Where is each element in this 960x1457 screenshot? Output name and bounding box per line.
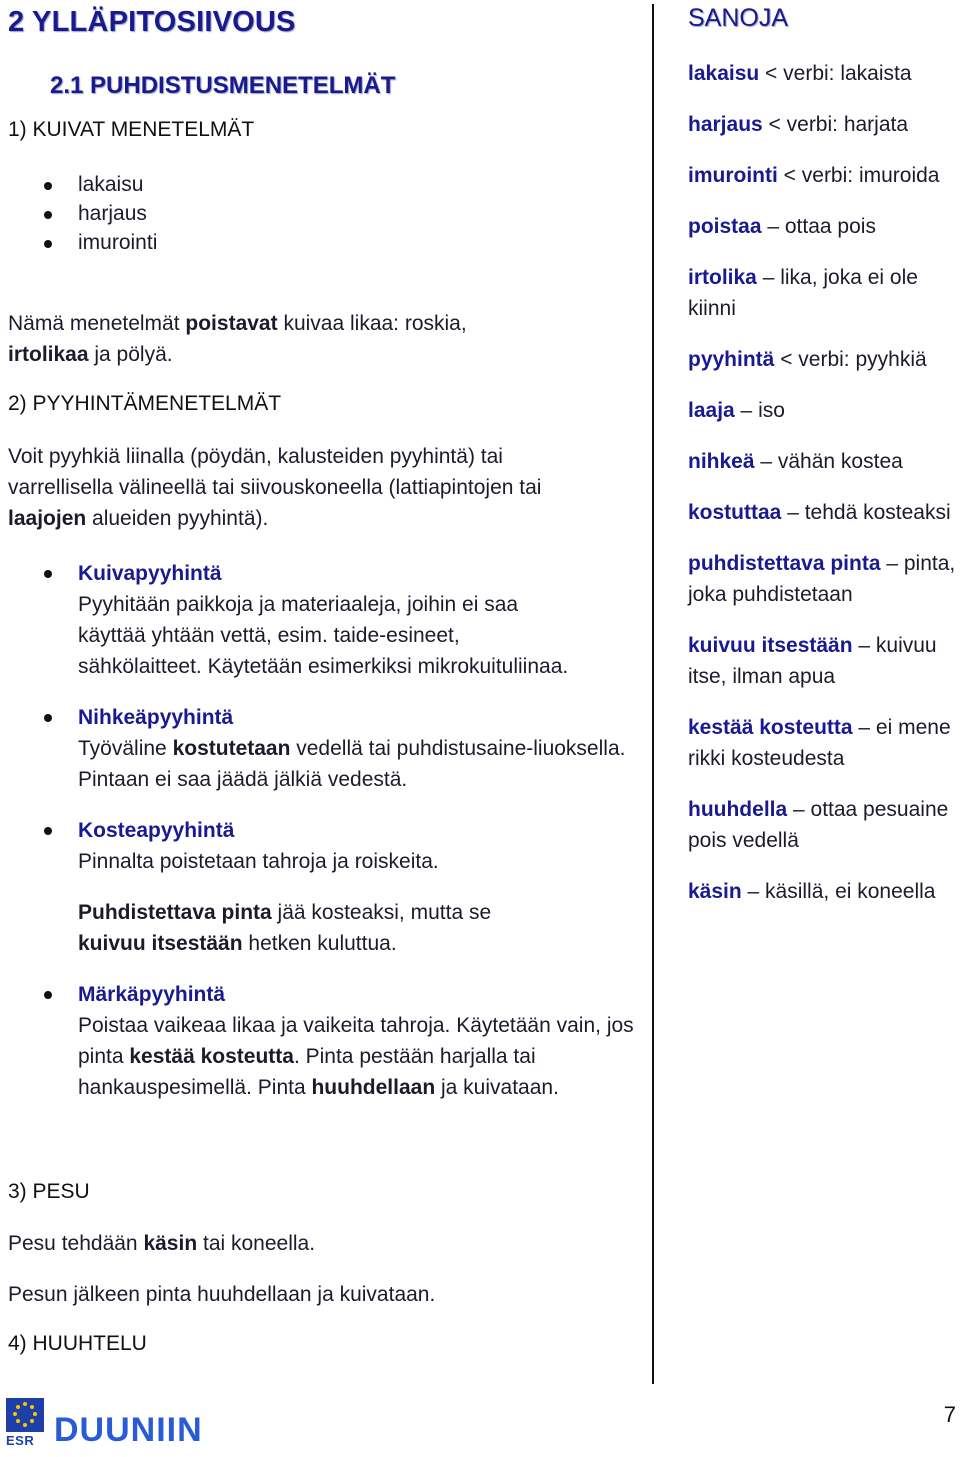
method-text: Pinnalta poistetaan tahroja ja roiskeita. — [78, 850, 439, 873]
list-item — [0, 815, 618, 959]
list-item — [0, 199, 157, 228]
star-icon — [30, 1419, 34, 1423]
text-part: tai koneella. — [197, 1232, 316, 1255]
glossary-entry — [688, 109, 958, 140]
glossary-term: imurointi — [688, 164, 778, 187]
intro-line: varrellisella välineellä tai siivouskoneella (lattiapintojen tai — [8, 476, 542, 499]
glossary-definition: – kuivuu itse, ilman apua — [688, 634, 937, 688]
glossary-title: SANOJA — [688, 4, 789, 32]
glossary-term: poistaa — [688, 215, 762, 238]
glossary-definition: – ei mene rikki kosteudesta — [688, 716, 951, 770]
glossary-definition: – pinta, joka puhdistetaan — [688, 552, 956, 606]
glossary-term: kostuttaa — [688, 501, 782, 524]
method-text-bold: Puhdistettava pinta — [78, 901, 272, 924]
note-bold: poistavat — [185, 312, 278, 335]
glossary-entry — [688, 876, 958, 907]
list-item — [0, 558, 578, 682]
bullet-icon — [44, 240, 52, 248]
method-text: Pyyhitään paikkoja ja materiaaleja, joihin ei saa käyttää yhtään vettä, esim. taide-esineet, sähkölaitteet. Käytetään esimerkiksi mikrokuituliinaa. — [78, 593, 569, 678]
section1-title: 1) KUIVAT MENETELMÄT — [8, 118, 255, 141]
glossary-definition: < verbi: harjata — [762, 113, 909, 136]
glossary-definition: – vähän kostea — [754, 450, 903, 473]
bullet-icon — [44, 827, 52, 835]
method-text-bold: kostutetaan — [172, 737, 291, 760]
glossary-term: puhdistettava pinta — [688, 552, 881, 575]
list-item-label: imurointi — [78, 231, 158, 254]
method-text-part: . Pinta pestään harjalla tai hankauspesimellä. Pinta — [78, 1045, 536, 1099]
glossary-entry — [688, 160, 958, 191]
note-text: ja pölyä. — [88, 343, 173, 366]
intro-line: Voit pyyhkiä liinalla (pöydän, kalusteiden pyyhintä) tai — [8, 445, 503, 468]
dry-methods-list — [0, 170, 157, 257]
glossary-term: huuhdella — [688, 798, 788, 821]
glossary-entry — [688, 446, 958, 477]
method-text — [78, 1010, 638, 1103]
list-item — [0, 979, 638, 1103]
star-icon — [33, 1412, 37, 1416]
method-text-part: jää kosteaksi, mutta se — [271, 901, 492, 924]
note-text: Nämä menetelmät — [8, 312, 186, 335]
method-text-part: vedellä tai puhdistusaine-liuoksella. Pintaan ei saa jäädä jälkiä vedestä. — [78, 737, 626, 791]
glossary-entry — [688, 548, 958, 610]
page-title: 2 YLLÄPITOSIIVOUS — [8, 6, 296, 38]
note-text: kuivaa likaa: roskia, — [277, 312, 467, 335]
page-number: 7 — [943, 1402, 956, 1427]
glossary-term: harjaus — [688, 113, 763, 136]
section4-title: 4) HUUHTELU — [8, 1332, 147, 1355]
glossary-entry — [688, 794, 958, 856]
glossary-term: käsin — [688, 880, 742, 903]
method-text-bold: kuivuu itsestään — [78, 932, 243, 955]
section1-note — [8, 308, 467, 370]
glossary-entry — [688, 497, 958, 528]
bullet-icon — [44, 211, 52, 219]
bullet-icon — [44, 714, 52, 722]
glossary-term: nihkeä — [688, 450, 755, 473]
section3-title: 3) PESU — [8, 1180, 90, 1203]
note-bold: irtolikaa — [8, 343, 89, 366]
star-icon — [13, 1412, 17, 1416]
glossary-term: lakaisu — [688, 62, 760, 85]
glossary-entry — [688, 395, 958, 426]
list-item-label: lakaisu — [78, 173, 144, 196]
glossary-entry — [688, 344, 958, 375]
section3-line1 — [8, 1228, 315, 1259]
subtitle: 2.1 PUHDISTUSMENETELMÄT — [50, 72, 396, 99]
glossary-term: pyyhintä — [688, 348, 775, 371]
esr-label: ESR — [6, 1433, 35, 1448]
star-icon — [16, 1405, 20, 1409]
footer-logos — [6, 1398, 203, 1450]
method-title: Kosteapyyhintä — [78, 819, 235, 842]
method-text-part: Poistaa vaikeaa likaa ja vaikeita tahroja. Käytetään vain, jos pinta — [78, 1014, 634, 1068]
bullet-icon — [44, 570, 52, 578]
star-icon — [23, 1402, 27, 1406]
glossary-definition: – käsillä, ei koneella — [741, 880, 936, 903]
glossary-definition: – iso — [734, 399, 785, 422]
glossary-term: laaja — [688, 399, 735, 422]
star-icon — [23, 1423, 27, 1427]
star-icon — [16, 1419, 20, 1423]
method-text-part: ja kuivataan. — [435, 1076, 559, 1099]
intro-bold: laajojen — [8, 507, 87, 530]
glossary-term: kuivuu itsestään — [688, 634, 853, 657]
list-item — [0, 228, 157, 257]
glossary-entry — [688, 262, 958, 324]
glossary-term: kestää kosteutta — [688, 716, 853, 739]
section2-intro — [8, 441, 541, 534]
text-bold: käsin — [143, 1232, 198, 1255]
glossary-entry — [688, 630, 958, 692]
glossary-entry — [688, 211, 958, 242]
glossary-list — [688, 58, 958, 927]
column-divider — [652, 4, 654, 1384]
glossary-entry — [688, 712, 958, 774]
glossary-definition: – ottaa pois — [761, 215, 876, 238]
list-item — [0, 702, 638, 795]
bullet-icon — [44, 991, 52, 999]
section3-line2: Pesun jälkeen pinta huuhdellaan ja kuivataan. — [8, 1283, 436, 1306]
glossary-definition: – ottaa pesuaine pois vedellä — [688, 798, 949, 852]
glossary-term: irtolika — [688, 266, 757, 289]
glossary-definition: – lika, joka ei ole kiinni — [688, 266, 918, 320]
duuniin-logo: DUUNIIN — [54, 1411, 203, 1449]
method-text-bold: kestää kosteutta — [129, 1045, 294, 1068]
glossary-definition: < verbi: imuroida — [777, 164, 940, 187]
wiping-methods-list — [0, 558, 640, 1103]
text-part: Pesu tehdään — [8, 1232, 144, 1255]
method-title: Märkäpyyhintä — [78, 983, 226, 1006]
esr-logo — [6, 1398, 44, 1450]
section2-title: 2) PYYHINTÄMENETELMÄT — [8, 392, 282, 415]
intro-text: alueiden pyyhintä). — [86, 507, 269, 530]
method-text — [78, 733, 638, 795]
glossary-definition: < verbi: lakaista — [759, 62, 912, 85]
method-text — [78, 897, 618, 959]
list-item-label: harjaus — [78, 202, 147, 225]
method-title: Nihkeäpyyhintä — [78, 706, 234, 729]
glossary-definition: – tehdä kosteaksi — [781, 501, 951, 524]
glossary-definition: < verbi: pyyhkiä — [774, 348, 927, 371]
glossary-entry — [688, 58, 958, 89]
method-text-bold: huuhdellaan — [311, 1076, 436, 1099]
bullet-icon — [44, 182, 52, 190]
method-text-part: hetken kuluttua. — [242, 932, 397, 955]
star-icon — [30, 1405, 34, 1409]
list-item — [0, 170, 157, 199]
method-title: Kuivapyyhintä — [78, 562, 222, 585]
method-text-part: Työväline — [78, 737, 173, 760]
